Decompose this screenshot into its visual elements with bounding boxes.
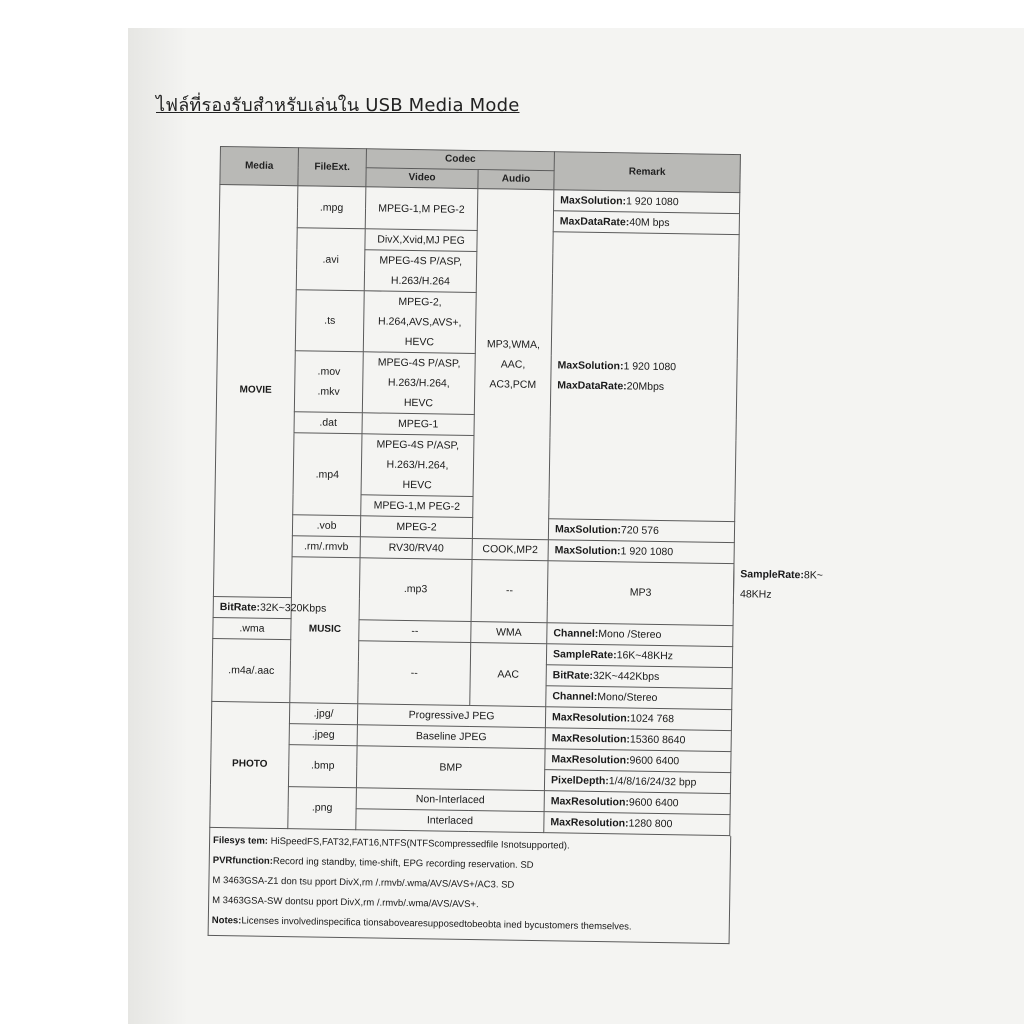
media-photo: PHOTO	[210, 701, 290, 828]
audio-movie-line: AC3,PCM	[489, 377, 537, 391]
ext-wma: .wma	[213, 617, 291, 639]
ext-vob: .vob	[292, 515, 360, 537]
remark-cell: MaxSolution:720 576	[548, 519, 734, 543]
video-m4a: --	[358, 640, 471, 705]
footer-model-z1: M 3463GSA-Z1 don tsu pport DivX,rm /.rmvb/.wma/AVS/AVS+/AC3. SD	[212, 874, 515, 891]
footer-model-sw: M 3463GSA-SW dontsu pport DivX,rm /.rmvb/.wma/AVS/AVS+.	[212, 894, 479, 910]
media-movie: MOVIE	[213, 185, 297, 598]
remark-cell: BitRate:32K~442Kbps	[546, 664, 732, 688]
remark-cell: MaxResolution:1280 800	[544, 811, 730, 835]
video-rm: RV30/RV40	[360, 537, 472, 560]
audio-movie-line: AAC,	[500, 357, 526, 371]
video-mpg: MPEG-1,M PEG-2	[365, 187, 478, 231]
header-media: Media	[220, 147, 299, 186]
remark-cell: MaxSolution:1 920 1080	[554, 190, 740, 214]
remark-cell: MaxResolution:1024 768	[545, 706, 731, 730]
video-mov: MPEG-4S P/ASP, H.263/H.264, HEVC	[362, 352, 475, 415]
video-dat: MPEG-1	[362, 413, 474, 436]
ext-avi: .avi	[296, 228, 365, 291]
remark-cell: PixelDepth:1/4/8/16/24/32 bpp	[544, 769, 730, 793]
format-spec-table	[209, 146, 824, 836]
audio-mp3: MP3	[547, 561, 734, 625]
ext-dat: .dat	[294, 412, 362, 434]
ext-mp4: .mp4	[293, 433, 362, 516]
ext-mpg: .mpg	[297, 186, 366, 229]
remark-cell: BitRate:32K~320Kbps	[213, 596, 291, 618]
codec-jpg: ProgressiveJ PEG	[357, 703, 545, 727]
header-audio: Audio	[478, 170, 554, 190]
remark-cell: MaxResolution:9600 6400	[544, 790, 730, 814]
ext-jpg: .jpg/	[289, 702, 357, 724]
audio-movie-line: MP3,WMA,	[486, 337, 541, 351]
ext-jpeg: .jpeg	[289, 723, 357, 745]
remark-cell: MaxSolution:1 920 1080 MaxDataRate:20Mbps	[549, 232, 739, 522]
ext-rm: .rm/.rmvb	[292, 536, 360, 558]
video-mp3: --	[471, 560, 548, 623]
footer-notes	[208, 827, 732, 943]
remark-cell: Channel:Mono/Stereo	[546, 685, 732, 709]
media-music: MUSIC	[290, 557, 360, 704]
ext-bmp: .bmp	[288, 744, 357, 787]
paper-edge-shadow	[128, 28, 188, 1024]
ext-ts: .ts	[295, 290, 364, 352]
ext-mp3: .mp3	[359, 558, 472, 621]
ext-m4a: .m4a/.aac	[212, 638, 291, 702]
table-row	[213, 555, 734, 604]
footer-notes-line: Notes:Licenses involvedinspecifica tionsabovearesupposedtobeobta ined bycustomers themselves.	[211, 914, 632, 933]
audio-wma: WMA	[471, 621, 547, 643]
video-wma: --	[359, 619, 471, 642]
video-vob: MPEG-2	[360, 516, 472, 539]
remark-cell: Channel:Mono /Stereo	[547, 622, 733, 646]
header-codec: Codec	[366, 149, 554, 171]
remark-cell: SampleRate:8K~ 48KHz	[739, 568, 824, 601]
header-remark: Remark	[554, 152, 741, 193]
codec-bmp: BMP	[356, 745, 545, 790]
remark-cell: SampleRate:16K~48KHz	[546, 643, 732, 667]
ext-mov-mkv: .mov .mkv	[294, 351, 363, 413]
footer-filesystem: Filesys tem: HiSpeedFS,FAT32,FAT16,NTFS(NTFScompressedfile Isnotsupported).	[213, 834, 570, 852]
codec-png-noninterlaced: Non-Interlaced	[356, 787, 544, 811]
video-mp4: MPEG-4S P/ASP, H.263/H.264, HEVC	[361, 434, 474, 497]
remark-cell: MaxResolution:9600 6400	[545, 748, 731, 772]
format-spec-document	[208, 146, 824, 944]
audio-rm: COOK,MP2	[472, 539, 548, 561]
video-ts: MPEG-2, H.264,AVS,AVS+, HEVC	[363, 291, 476, 354]
header-fileext: FileExt.	[298, 148, 367, 187]
remark-cell: MaxResolution:15360 8640	[545, 727, 731, 751]
audio-m4a: AAC	[470, 642, 547, 706]
remark-cell: MaxDataRate:40M bps	[553, 211, 739, 235]
page-title: ไฟล์ที่รองรับสำหรับเล่นใน USB Media Mode	[156, 95, 520, 116]
ext-png: .png	[288, 786, 357, 829]
video-avi-1: DivX,Xvid,MJ PEG	[365, 229, 477, 252]
codec-jpeg: Baseline JPEG	[357, 724, 545, 748]
codec-png-interlaced: Interlaced	[356, 808, 544, 832]
video-avi-2: MPEG-4S P/ASP,	[365, 250, 477, 272]
footer-pvr: PVRfunction:Record ing standby, time-shift, EPG recording reservation. SD	[212, 854, 534, 871]
video-mp4-mpeg: MPEG-1,M PEG-2	[361, 495, 473, 518]
video-avi-3: H.263/H.264	[364, 270, 476, 292]
header-video: Video	[366, 168, 478, 189]
audio-movie	[472, 189, 553, 540]
remark-cell: MaxSolution:1 920 1080	[548, 540, 734, 564]
